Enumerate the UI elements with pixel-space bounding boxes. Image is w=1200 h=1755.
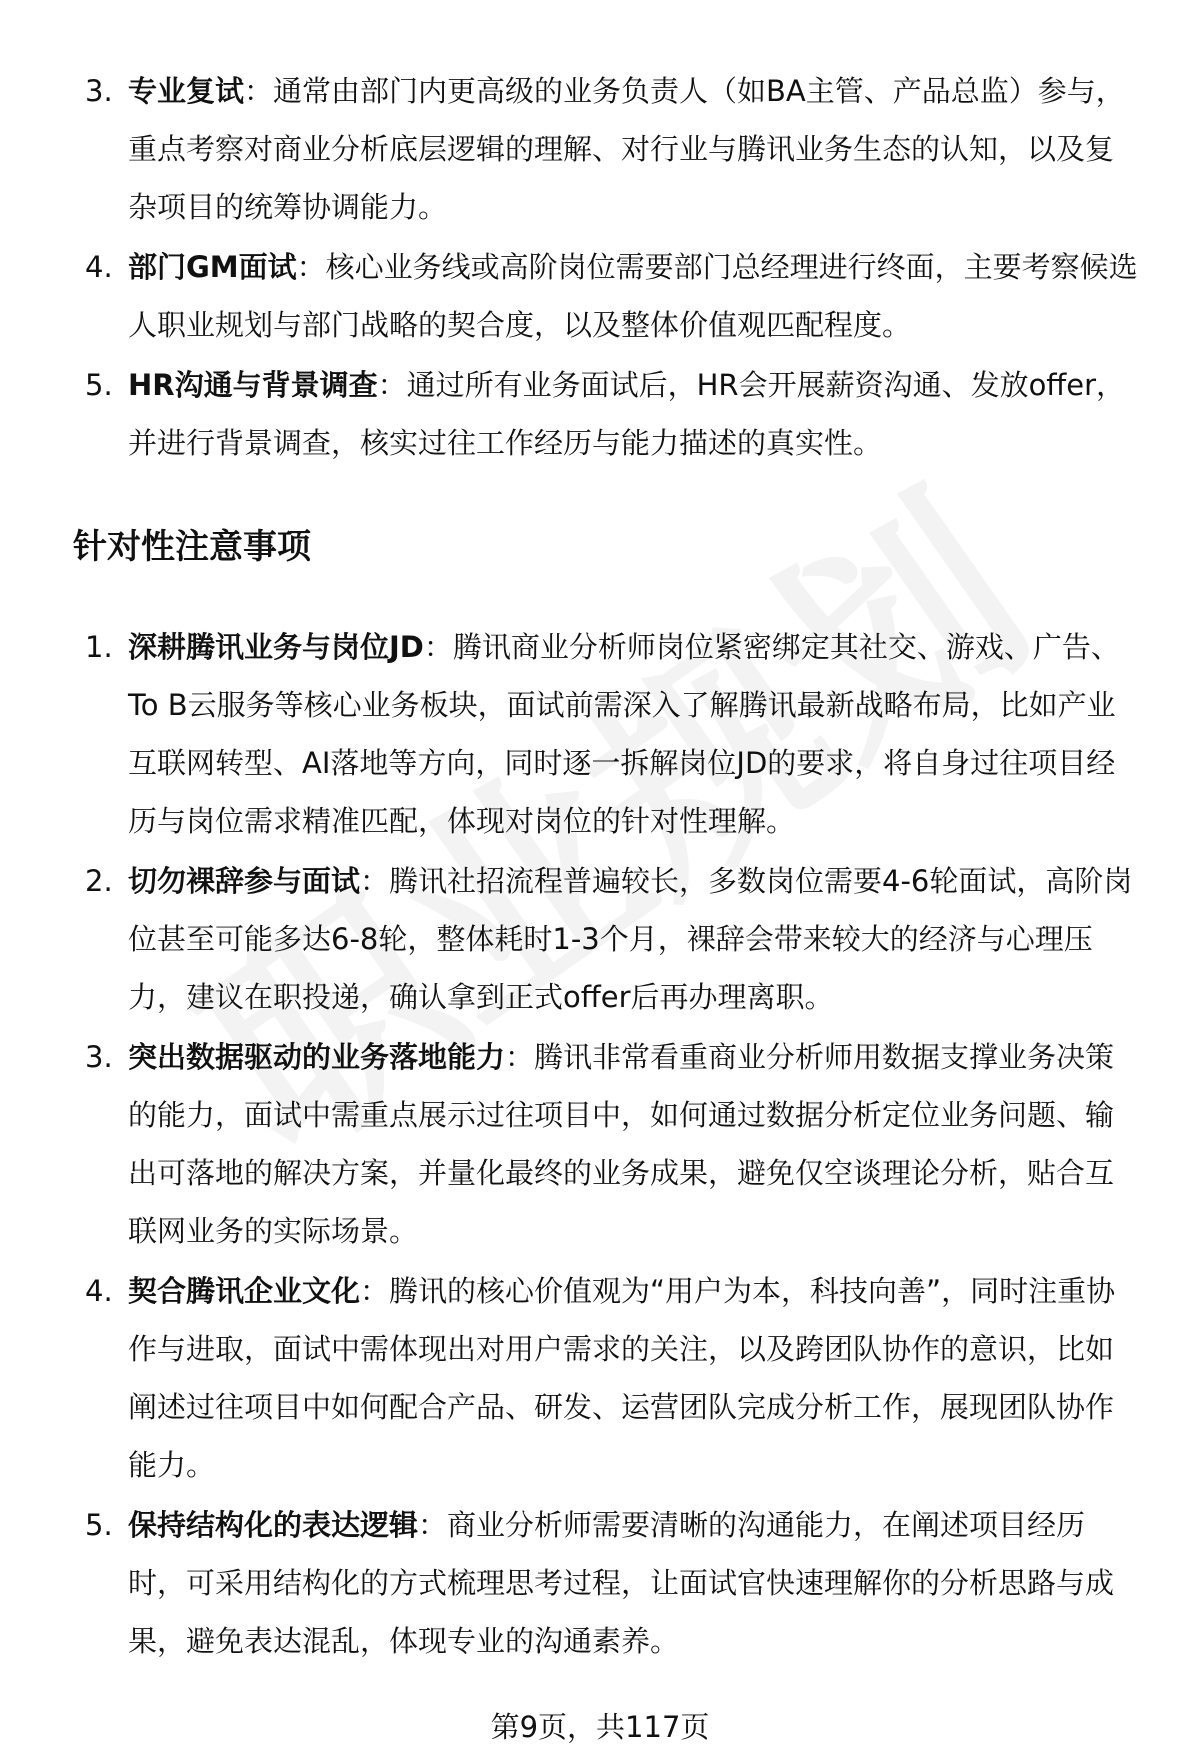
- item-number: 4.: [85, 250, 113, 284]
- item-number: 2.: [85, 864, 113, 898]
- item-number: 5.: [85, 368, 113, 402]
- item-body: ：腾讯商业分析师岗位紧密绑定其社交、游戏、广告、To B云服务等核心业务板块，面试前需深入了解腾讯最新战略布局，比如产业互联网转型、AI落地等方向，同时逐一拆解岗位JD的要求，将自身过往项目经历与岗位需求精准匹配，体现对岗位的针对性理解。: [128, 630, 1120, 838]
- item-body: ：腾讯社招流程普遍较长，多数岗位需要4-6轮面试，高阶岗位甚至可能多达6-8轮，整体耗时1-3个月，裸辞会带来较大的经济与心理压力，建议在职投递，确认拿到正式offer后再办理离职。: [128, 864, 1133, 1014]
- list-item: [0, 356, 1200, 472]
- item-body: ：腾讯的核心价值观为“用户为本，科技向善”，同时注重协作与进取，面试中需体现出对用户需求的关注，以及跨团队协作的意识，比如阐述过往项目中如何配合产品、研发、运营团队完成分析工作，展现团队协作能力。: [128, 1274, 1116, 1482]
- item-term: 部门GM面试: [128, 250, 297, 284]
- section-heading: 针对性注意事项: [73, 527, 311, 567]
- item-number: 3.: [85, 74, 113, 108]
- item-body: ：通过所有业务面试后，HR会开展薪资沟通、发放offer，并进行背景调查，核实过往工作经历与能力描述的真实性。: [128, 368, 1126, 460]
- item-term: 契合腾讯企业文化: [128, 1274, 361, 1308]
- notes-list: [0, 618, 1200, 1672]
- list-item: [0, 1262, 1200, 1494]
- page-number: 第9页，共117页: [490, 1710, 710, 1744]
- item-body: ：通常由部门内更高级的业务负责人（如BA主管、产品总监）参与，重点考察对商业分析底层逻辑的理解、对行业与腾讯业务生态的认知，以及复杂项目的统筹协调能力。: [128, 74, 1125, 224]
- item-term: 突出数据驱动的业务落地能力: [128, 1040, 506, 1074]
- list-item: [0, 238, 1200, 354]
- interview-steps-list: [0, 62, 1200, 474]
- item-number: 4.: [85, 1274, 113, 1308]
- list-item: [0, 852, 1200, 1026]
- item-body: ：腾讯非常看重商业分析师用数据支撑业务决策的能力，面试中需重点展示过往项目中，如何通过数据分析定位业务问题、输出可落地的解决方案，并量化最终的业务成果，避免仅空谈理论分析，贴合互联网业务的实际场景。: [128, 1040, 1115, 1248]
- item-number: 3.: [85, 1040, 113, 1074]
- list-item: [0, 1496, 1200, 1670]
- list-item: [0, 62, 1200, 236]
- item-term: HR沟通与背景调查: [128, 368, 378, 402]
- list-item: [0, 1028, 1200, 1260]
- item-number: 5.: [85, 1508, 113, 1542]
- list-item: [0, 618, 1200, 850]
- item-term: 保持结构化的表达逻辑: [128, 1508, 419, 1542]
- item-body: ：核心业务线或高阶岗位需要部门总经理进行终面，主要考察候选人职业规划与部门战略的契合度，以及整体价值观匹配程度。: [128, 250, 1138, 342]
- item-term: 专业复试: [128, 74, 245, 108]
- item-term: 切勿裸辞参与面试: [128, 864, 361, 898]
- item-term: 深耕腾讯业务与岗位JD: [128, 630, 424, 664]
- item-number: 1.: [85, 630, 113, 664]
- item-body: ：商业分析师需要清晰的沟通能力，在阐述项目经历时，可采用结构化的方式梳理思考过程，让面试官快速理解你的分析思路与成果，避免表达混乱，体现专业的沟通素养。: [128, 1508, 1115, 1658]
